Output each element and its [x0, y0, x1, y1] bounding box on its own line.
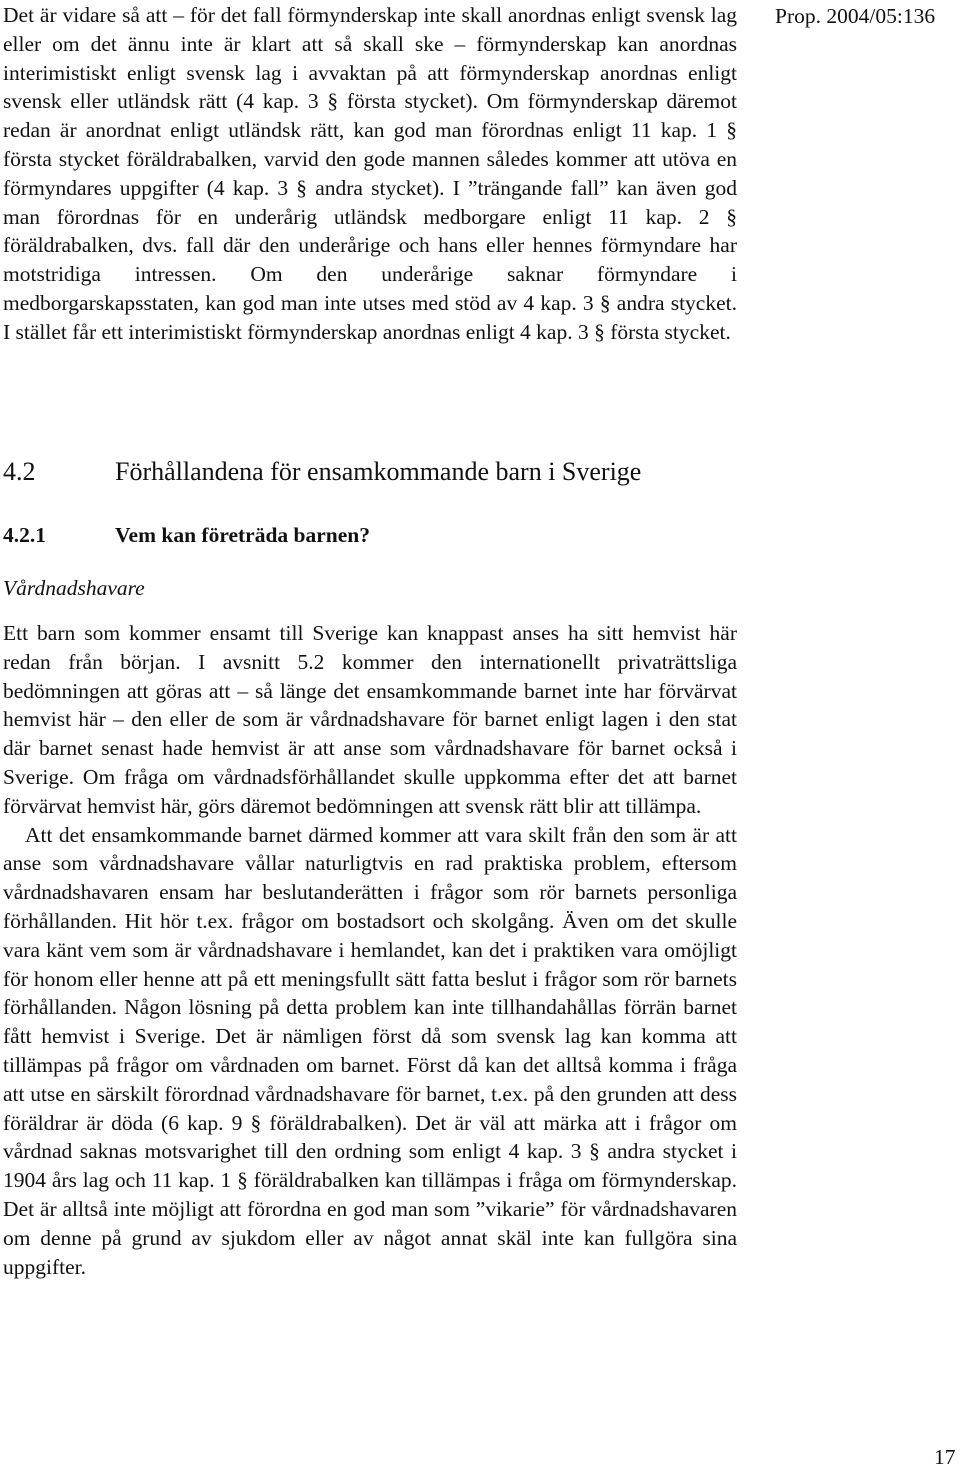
- page-number: 17: [934, 1445, 956, 1469]
- top-text-block: [3, 1, 737, 347]
- subsection-heading: [3, 521, 903, 549]
- bottom-text-block: [3, 619, 737, 1281]
- paragraph: Att det ensamkommande barnet därmed kommer att vara skilt från den som är att anse som vårdnadshavare vållar naturligtvis en rad praktiska problem, eftersom vårdnadshavaren ensam har beslutanderätten i frågor som rör barnets personliga förhållanden. Hit hör t.ex. frågor om bostadsort och skolgång. Även om det skulle vara känt vem som är vårdnadshavare i hemlandet, kan det i praktiken vara omöjligt för honom eller henne att på ett meningsfullt sätt fatta beslut i frågor som rör barnets förhållanden. Någon lösning på detta problem kan inte tillhandahållas förrän barnet fått hemvist i Sverige. Det är nämligen först då som svensk lag kan komma att tillämpas på frågor om vårdnaden om barnet. Först då kan det alltså komma i fråga att utse en särskilt förordnad vårdnadshavare för barnet, t.ex. på den grunden att dess föräldrar är döda (6 kap. 9 § föräldrabalken). Det är väl att märka att i frågor om vårdnad saknas motsvarighet till den ordning som enligt 4 kap. 3 § andra stycket i 1904 års lag och 11 kap. 1 § föräldrabalken kan tillämpas i fråga om förmynderskap. Det är alltså inte möjligt att förordna en god man som ”vikarie” för vårdnadshavaren om denne på grund av sjukdom eller av något annat skäl inte kan fullgöra sina uppgifter.: [3, 822, 737, 1279]
- paragraph: Ett barn som kommer ensamt till Sverige kan knappast anses ha sitt hemvist här redan från början. I avsnitt 5.2 kommer den internationellt privaträttsliga bedömningen att göras att – så länge det ensamkommande barnet inte har förvärvat hemvist här – den eller de som är vårdnadshavare för barnet enligt lagen i den stat där barnet senast hade hemvist är att anse som vårdnadshavare för barnet också i Sverige. Om fråga om vårdnadsförhållandet skulle uppkomma efter det att barnet förvärvat hemvist här, görs däremot bedömningen att svensk rätt blir att tillämpa.: [3, 621, 737, 818]
- subsection-title: Vem kan företräda barnen?: [115, 523, 371, 547]
- section-heading: [3, 455, 903, 489]
- italic-subheading: Vårdnadshavare: [3, 576, 145, 600]
- subsection-number: 4.2.1: [3, 523, 46, 547]
- paragraph: Det är vidare så att – för det fall förmynderskap inte skall anordnas enligt svensk lag eller om det ännu inte är klart att så skall ske – förmynderskap kan anordnas interimistiskt enligt svensk lag i avvaktan på att förmynderskap anordnas enligt svensk eller utländsk rätt (4 kap. 3 § första stycket). Om förmynderskap däremot redan är anordnat enligt utländsk rätt, kan god man förordnas enligt 11 kap. 1 § första stycket föräldrabalken, varvid den gode mannen således kommer att utöva en förmyndares uppgifter (4 kap. 3 § andra stycket). I ”trängande fall” kan även god man förordnas för en underårig utländsk medborgare enligt 11 kap. 2 § föräldrabalken, dvs. fall där den underårige och hans eller hennes förmyndare har motstridiga intressen. Om den underårige saknar förmyndare i medborgarskapsstaten, kan god man inte utses med stöd av 4 kap. 3 § andra stycket. I stället får ett interimistiskt förmynderskap anordnas enligt 4 kap. 3 § första stycket.: [3, 3, 737, 344]
- section-title: Förhållandena för ensamkommande barn i Sverige: [115, 457, 642, 486]
- margin-reference: Prop. 2004/05:136: [775, 4, 936, 28]
- section-number: 4.2: [3, 457, 36, 486]
